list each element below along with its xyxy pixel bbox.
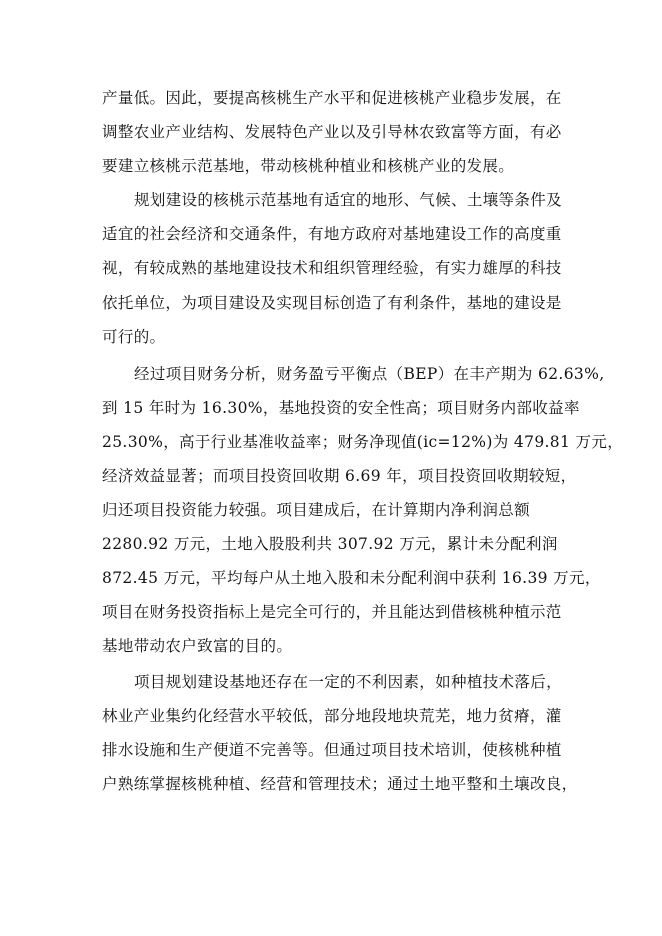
text-line: 基地带动农户致富的目的。: [102, 637, 293, 655]
text-line: 经过项目财务分析，财务盈亏平衡点（BEP）在丰产期为 62.63%,: [134, 365, 605, 383]
text-line: 依托单位，为项目建设及实现目标创造了有利条件，基地的建设是: [102, 294, 562, 312]
text-line: 视，有较成熟的基地建设技术和组织管理经验，有实力雄厚的科技: [102, 259, 562, 277]
text-line: 排水设施和生产便道不完善等。但通过项目技术培训，使核桃种植: [102, 741, 562, 759]
text-line: 到 15 年时为 16.30%，基地投资的安全性高；项目财务内部收益率: [102, 399, 580, 417]
text-line: 项目规划建设基地还存在一定的不利因素，如种植技术落后，: [134, 673, 562, 691]
text-line: 经济效益显著；而项目投资回收期 6.69 年，项目投资回收期较短，: [102, 467, 577, 485]
text-line: 要建立核桃示范基地，带动核桃种植业和核桃产业的发展。: [102, 157, 515, 175]
text-line: 林业产业集约化经营水平较低，部分地段地块荒芜，地力贫瘠，灌: [102, 707, 562, 725]
text-line: 2280.92 万元，土地入股股利共 307.92 万元，累计未分配利润: [102, 535, 558, 553]
text-line: 调整农业产业结构、发展特色产业以及引导林农致富等方面，有必: [102, 123, 562, 141]
text-line: 归还项目投资能力较强。项目建成后，在计算期内净利润总额: [102, 501, 530, 519]
text-line: 872.45 万元，平均每户从土地入股和未分配利润中获利 16.39 万元，: [102, 569, 601, 587]
text-line: 产量低。因此，要提高核桃生产水平和促进核桃产业稳步发展，在: [102, 89, 562, 107]
text-line: 适宜的社会经济和交通条件，有地方政府对基地建设工作的高度重: [102, 225, 562, 243]
text-line: 户熟练掌握核桃种植、经营和管理技术；通过土地平整和土壤改良，: [102, 775, 578, 793]
text-line: 可行的。: [102, 328, 166, 346]
text-line: 项目在财务投资指标上是完全可行的，并且能达到借核桃种植示范: [102, 603, 562, 621]
text-line: 25.30%，高于行业基准收益率；财务净现值(ic=12%)为 479.81 万元，: [102, 433, 624, 451]
text-line: 规划建设的核桃示范基地有适宜的地形、气候、土壤等条件及: [134, 191, 562, 209]
